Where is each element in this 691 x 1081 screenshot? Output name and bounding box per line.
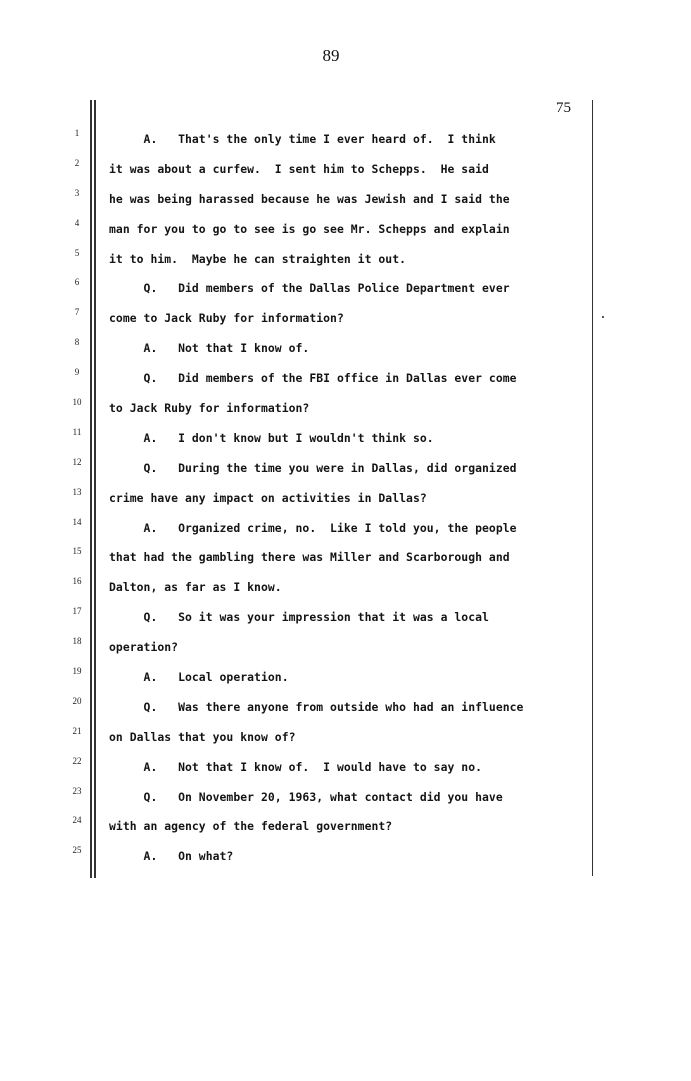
line-number: 8 xyxy=(74,337,80,348)
line-number-column xyxy=(70,128,84,875)
transcript-line: A. I don't know but I wouldn't think so. xyxy=(109,430,434,445)
transcript-line: with an agency of the federal government? xyxy=(109,819,393,834)
line-number: 23 xyxy=(72,785,82,796)
line-number: 25 xyxy=(72,845,82,856)
line-number: 11 xyxy=(72,426,82,437)
line-number: 2 xyxy=(74,157,80,168)
line-number: 24 xyxy=(72,815,82,826)
line-number: 7 xyxy=(74,307,80,318)
transcript-line: operation? xyxy=(109,640,179,655)
left-margin-rule-1 xyxy=(90,100,92,878)
line-number: 10 xyxy=(72,397,82,408)
transcript-line: he was being harassed because he was Jewish and I said the xyxy=(109,191,510,206)
transcript-line: man for you to go to see is go see Mr. Schepps and explain xyxy=(109,221,510,236)
line-number: 14 xyxy=(72,516,82,527)
line-number: 1 xyxy=(74,128,80,138)
transcript-page-number: 75 xyxy=(556,100,571,116)
line-number: 19 xyxy=(72,666,82,677)
transcript-line: Q. During the time you were in Dallas, did organized xyxy=(109,460,517,475)
line-number: 4 xyxy=(74,217,80,228)
line-number: 16 xyxy=(72,576,82,587)
transcript-line: it was about a curfew. I sent him to Schepps. He said xyxy=(109,161,489,176)
transcript-line: A. Local operation. xyxy=(109,670,289,685)
line-number: 5 xyxy=(74,247,80,258)
transcript-body xyxy=(109,132,589,879)
transcript-line: A. That's the only time I ever heard of. I think xyxy=(109,132,496,146)
line-number: 20 xyxy=(72,695,82,706)
line-number: 13 xyxy=(72,486,82,497)
transcript-line: come to Jack Ruby for information? xyxy=(109,311,344,326)
transcript-line: to Jack Ruby for information? xyxy=(109,401,310,416)
line-number: 3 xyxy=(74,187,80,198)
transcript-line: A. Organized crime, no. Like I told you, the people xyxy=(109,520,517,535)
line-number: 9 xyxy=(74,367,80,378)
transcript-line: crime have any impact on activities in Dallas? xyxy=(109,490,427,505)
transcript-line: that had the gambling there was Miller and Scarborough and xyxy=(109,550,510,565)
transcript-line: Q. On November 20, 1963, what contact did you have xyxy=(109,789,503,804)
stray-mark xyxy=(602,316,604,318)
line-number: 15 xyxy=(72,546,82,557)
transcript-line: on Dallas that you know of? xyxy=(109,729,296,744)
left-margin-rule-2 xyxy=(94,100,96,878)
line-number: 12 xyxy=(72,456,82,467)
transcript-line: A. On what? xyxy=(109,849,234,864)
transcript-line: Q. So it was your impression that it was a local xyxy=(109,610,489,625)
right-margin-rule xyxy=(592,100,593,876)
page-number: 89 xyxy=(322,46,340,65)
line-number: 6 xyxy=(74,277,80,288)
transcript-line: it to him. Maybe he can straighten it out. xyxy=(109,251,407,266)
transcript-line: Q. Did members of the FBI office in Dallas ever come xyxy=(109,371,517,386)
transcript-line: A. Not that I know of. xyxy=(109,341,310,356)
line-number: 17 xyxy=(72,606,82,617)
transcript-line: Q. Did members of the Dallas Police Department ever xyxy=(109,281,510,296)
transcript-line: A. Not that I know of. I would have to say no. xyxy=(109,759,483,774)
transcript-line: Q. Was there anyone from outside who had an influence xyxy=(109,699,524,714)
line-number: 18 xyxy=(72,636,82,647)
line-number: 21 xyxy=(72,725,82,736)
transcript-line: Dalton, as far as I know. xyxy=(109,580,282,595)
line-number: 22 xyxy=(72,755,82,766)
